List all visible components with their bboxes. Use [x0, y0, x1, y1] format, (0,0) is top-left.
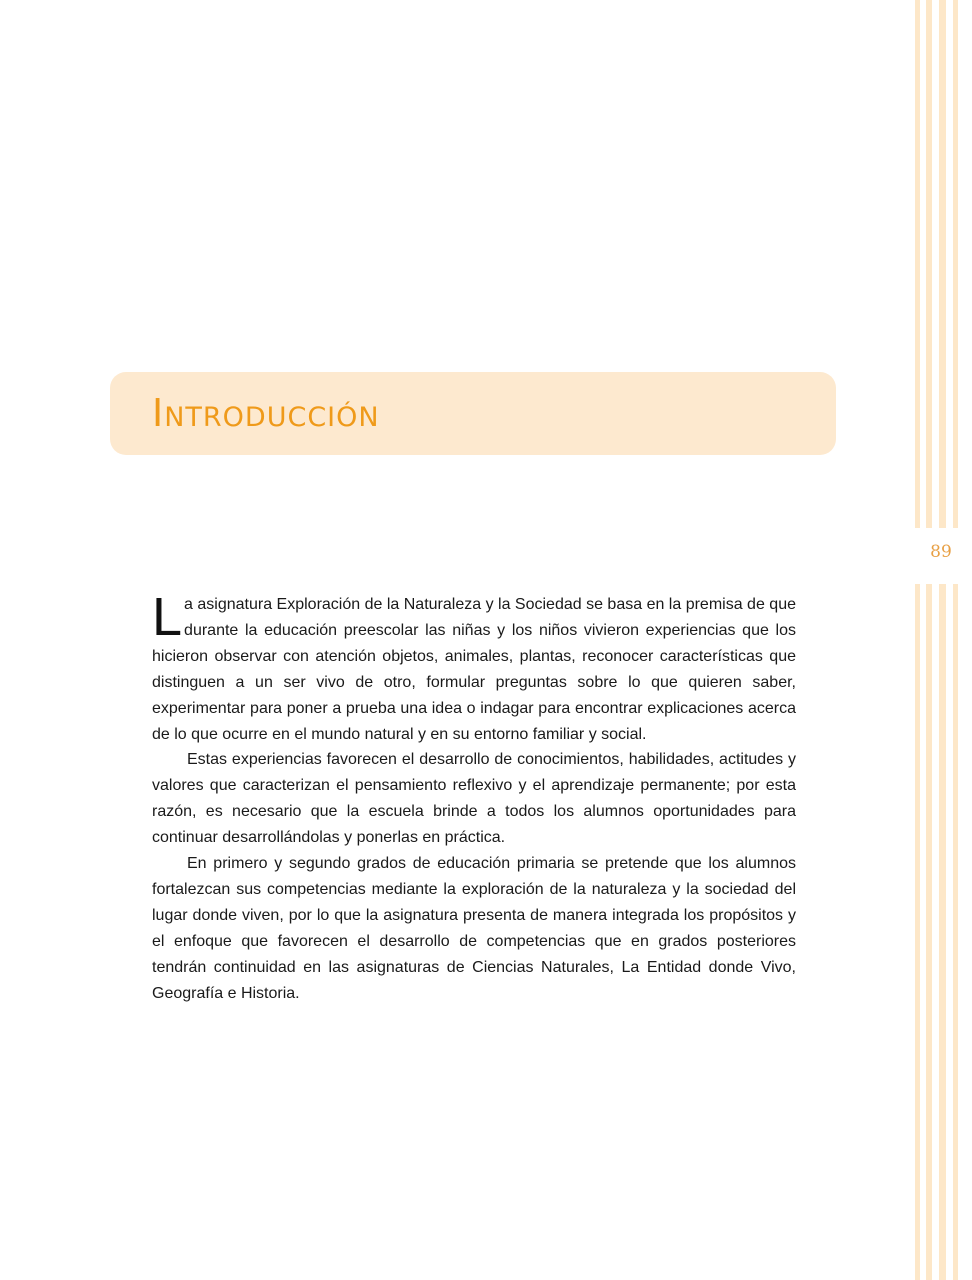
decorative-stripe — [953, 0, 958, 528]
page-number: 89 — [930, 542, 952, 562]
section-title: Introducción — [152, 391, 380, 435]
decorative-stripe — [915, 584, 920, 1280]
body-text — [152, 587, 796, 1007]
section-heading-band — [110, 372, 836, 455]
paragraph-3: En primero y segundo grados de educación primaria se pretende que los alumnos fortalezcan sus competencias mediante la exploración de la naturaleza y la sociedad del lugar donde viven, por lo que la asignatura presenta de manera integrada los propósitos y el enfoque que favorecen el desarrollo de competencias que en grados posteriores tendrán continuidad en las asignaturas de Ciencias Naturales, La Entidad donde Vivo, Geografía e Historia. — [152, 855, 796, 1002]
decorative-stripe — [915, 0, 920, 528]
paragraph-1-text: a asignatura Exploración de la Naturaleza y la Sociedad se basa en la premisa de que durante la educación preescolar las niñas y los niños vivieron experiencias que los hicieron observar con atención objetos, animales, plantas, reconocer características que distinguen a un ser vivo de otro, formular preguntas sobre lo que quieren saber, experimentar para poner a prueba una idea o indagar para encontrar explicaciones acerca de lo que ocurre en el mundo natural y en su entorno familiar y social. — [152, 596, 796, 743]
decorative-stripe — [926, 0, 932, 528]
decorative-stripe — [939, 584, 946, 1280]
decorative-stripe — [939, 0, 946, 528]
paragraph-1 — [152, 587, 796, 747]
paragraph-2: Estas experiencias favorecen el desarrollo de conocimientos, habilidades, actitudes y valores que caracterizan el pensamiento reflexivo y el aprendizaje permanente; por esta razón, es necesario que la escuela brinde a todos los alumnos oportunidades para continuar desarrollándolas y ponerlas en práctica. — [152, 751, 796, 847]
decorative-stripe — [926, 584, 932, 1280]
drop-cap: L — [152, 587, 183, 647]
decorative-stripe — [953, 584, 958, 1280]
